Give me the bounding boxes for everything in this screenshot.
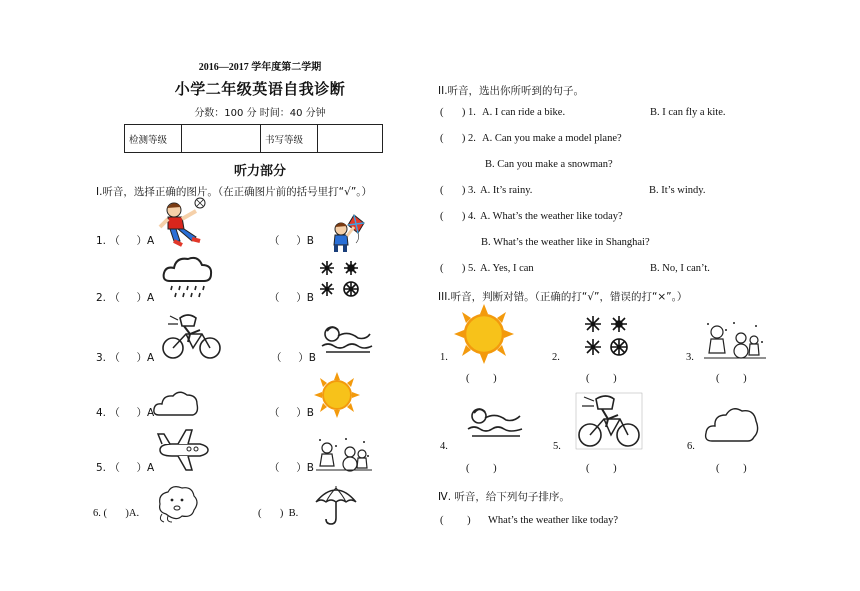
part2-q4-num[interactable]: ( ) 4. <box>440 211 476 222</box>
part1-q6-a[interactable]: 6. ( )A. <box>93 508 140 519</box>
part1-q3-a[interactable]: 3. （ ）A <box>96 352 155 364</box>
part2-q1-num[interactable]: ( ) 1. <box>440 107 476 118</box>
snowflakes-icon <box>582 314 632 358</box>
part1-q2-a[interactable]: 2. （ ）A <box>96 292 155 304</box>
part1-q2-b[interactable]: （ ）B <box>269 292 314 304</box>
part1-q4-a[interactable]: 4. （ ）A <box>96 407 155 419</box>
part1-q1-b[interactable]: （ ）B <box>269 235 314 247</box>
part3-instruction: III.听音，判断对错。（正确的打“√”，错误的打“×”。） <box>438 291 688 303</box>
part2-q3-b: B. It’s windy. <box>649 185 706 196</box>
cloud-icon <box>704 403 760 445</box>
snowflakes-icon <box>316 258 364 300</box>
wind-face-icon <box>156 484 200 524</box>
grade-table <box>124 124 383 153</box>
boy-riding-bike-icon <box>160 312 224 360</box>
part2-q2-b: B. Can you make a snowman? <box>485 159 613 170</box>
part3-q4-blank[interactable]: ( ) <box>466 463 497 474</box>
part3-q1-num: 1. <box>440 352 448 363</box>
part3-q2-blank[interactable]: ( ) <box>586 373 617 384</box>
part1-q3-b[interactable]: （ ）B <box>271 352 316 364</box>
boy-playing-football-icon <box>156 197 211 249</box>
kids-snowman-icon <box>704 320 766 360</box>
cloud-icon <box>153 389 199 419</box>
grade-label-test: 检测等级 <box>125 125 182 153</box>
part3-q3-num: 3. <box>686 352 694 363</box>
sun-icon <box>312 372 362 418</box>
rain-cloud-icon <box>162 253 214 301</box>
part2-q5-a: A. Yes, I can <box>480 263 534 274</box>
swimmer-icon <box>464 404 526 440</box>
part1-q5-b[interactable]: （ ）B <box>269 462 314 474</box>
part3-q6-blank[interactable]: ( ) <box>716 463 747 474</box>
part1-q4-b[interactable]: （ ）B <box>269 407 314 419</box>
sun-icon <box>452 304 516 364</box>
section-heading-listening: 听力部分 <box>233 164 286 179</box>
score-time-line: 分数：100 分 时间：40 分钟 <box>194 108 326 119</box>
part2-q2-num[interactable]: ( ) 2. <box>440 133 476 144</box>
grade-cell-test[interactable] <box>182 125 261 153</box>
part3-q5-num: 5. <box>553 441 561 452</box>
part2-q3-a: A. It’s rainy. <box>480 185 533 196</box>
part2-q3-num[interactable]: ( ) 3. <box>440 185 476 196</box>
part2-q2-a: A. Can you make a model plane? <box>482 133 622 144</box>
boy-riding-bike-icon <box>576 393 642 449</box>
part2-instruction: II.听音，选出你所听到的句子。 <box>438 85 585 97</box>
part4-q1-blank[interactable]: ( ) <box>440 515 471 526</box>
part3-q3-blank[interactable]: ( ) <box>716 373 747 384</box>
boy-flying-kite-icon <box>330 213 368 253</box>
part3-q6-num: 6. <box>687 441 695 452</box>
airplane-icon <box>156 428 210 472</box>
part4-q1-text: What’s the weather like today? <box>488 515 619 526</box>
part1-q1-a[interactable]: 1. （ ）A <box>96 235 155 247</box>
part1-q6-b[interactable]: ( ) B. <box>258 508 299 519</box>
page-title: 小学二年级英语自我诊断 <box>174 80 346 98</box>
grade-label-writing: 书写等级 <box>261 125 318 153</box>
part4-instruction: Ⅳ. 听音，给下列句子排序。 <box>438 491 570 503</box>
umbrella-icon <box>314 484 358 526</box>
part1-instruction: I.听音，选择正确的图片。（在正确图片前的括号里打“√”。） <box>96 186 373 198</box>
part3-q1-blank[interactable]: ( ) <box>466 373 497 384</box>
part3-q5-blank[interactable]: ( ) <box>586 463 617 474</box>
grade-cell-writing[interactable] <box>318 125 383 153</box>
part2-q1-a: A. I can ride a bike. <box>482 107 566 118</box>
part2-q4-a: A. What’s the weather like today? <box>480 211 623 222</box>
part2-q4-b: B. What’s the weather like in Shanghai? <box>481 237 650 248</box>
kids-snowman-icon <box>316 436 372 472</box>
school-term: 2016—2017 学年度第二学期 <box>198 62 322 73</box>
part3-q4-num: 4. <box>440 441 448 452</box>
part2-q5-b: B. No, I can’t. <box>650 263 710 274</box>
part3-q2-num: 2. <box>552 352 560 363</box>
part1-q5-a[interactable]: 5. （ ）A <box>96 462 155 474</box>
swimmer-icon <box>318 322 376 356</box>
part2-q1-b: B. I can fly a kite. <box>650 107 726 118</box>
part2-q5-num[interactable]: ( ) 5. <box>440 263 476 274</box>
